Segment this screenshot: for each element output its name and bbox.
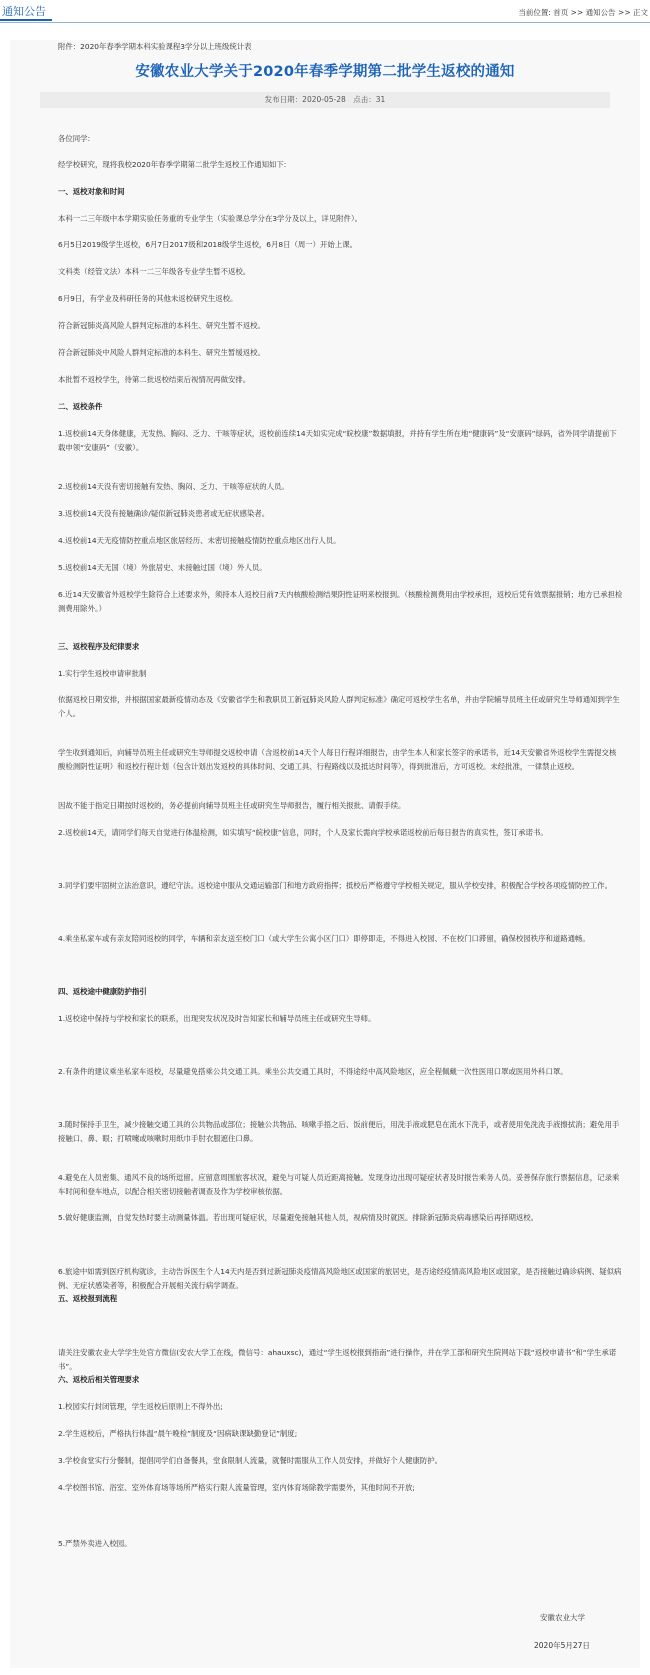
section-heading: 五、返校报到流程 — [58, 1294, 118, 1303]
paragraph: 符合新冠肺炎高风险人群判定标准的本科生、研究生暂不返校。 — [58, 321, 265, 330]
paragraph: 1.实行学生返校申请审批制 — [58, 669, 147, 678]
paragraph: 6月5日2019级学生返校，6月7日2017级和2018级学生返校，6月8日（周一）开始上课。 — [58, 240, 357, 249]
paragraph: 经学校研究，现将我校2020年春季学期第二批学生返校工作通知如下: — [58, 160, 287, 169]
paragraph: 4.返校前14天无疫情防控重点地区旅居经历、未密切接触疫情防控重点地区出行人员。 — [58, 536, 341, 545]
paragraph: 附件：2020年春季学期本科实验课程3学分以上班级统计表 — [58, 42, 252, 51]
paragraph: 1.校园实行封闭管理，学生返校后原则上不得外出; — [58, 1402, 223, 1411]
paragraph: 4.避免在人员密集、通风不良的场所逗留。应留意周围旅客状况，避免与可疑人员近距离接触。发现身边出现可疑症状者及时报告乘务人员。妥善保存旅行票据信息，记录乘车时间和登车地点，以配合相关密切接触者调查及作为学校审核依据。 — [58, 1173, 620, 1196]
paragraph: 因故不能于指定日期按时返校的，务必提前向辅导员班主任或研究生导师报告，履行相关报批、请假手续。 — [58, 801, 406, 810]
paragraph: 6.近14天安徽省外返校学生除符合上述要求外，须持本人返校日前7天内核酸检测结果阴性证明来校报到。（核酸检测费用由学校承担，返校后凭有效票据报销；地方已承担检测费用除外。） — [58, 590, 623, 613]
top-bar — [0, 0, 650, 23]
paragraph: 4.乘坐私家车或有亲友陪同返校的同学，车辆和亲友送至校门口（或大学生公寓小区门口）即停即走，不得进入校园、不在校门口滞留，确保校园秩序和道路通畅。 — [58, 934, 590, 943]
breadcrumb-section-link[interactable]: 通知公告 — [585, 8, 616, 17]
paragraph: 3.学校食堂实行分餐制，提倡同学们自备餐具，堂食限制人流量，就餐时需服从工作人员安排，并做好个人健康防护。 — [58, 1456, 442, 1465]
section-heading: 四、返校途中健康防护指引 — [58, 987, 147, 996]
signature-org: 安徽农业大学 — [540, 1613, 585, 1622]
paragraph: 文科类（经管文法）本科一二三年级各专业学生暂不返校。 — [58, 267, 251, 276]
paragraph: 请关注安徽农业大学学生处官方微信(安农大学工在线，微信号：ahauxsc)，通过“学生返校报到指南”进行操作，并在学工部和研究生院网站下载“返校申请书”和“学生承诺书”。 — [58, 1348, 617, 1371]
paragraph: 各位同学: — [58, 134, 91, 143]
section-heading: 三、返校程序及纪律要求 — [58, 642, 140, 651]
paragraph: 本批暂不返校学生，待第二批返校结束后视情况再做安排。 — [58, 375, 251, 384]
article-title: 安徽农业大学关于2020年春季学期第二批学生返校的通知 — [135, 64, 515, 80]
paragraph: 3.同学们要牢固树立法治意识，遵纪守法。返校途中服从交通运输部门和地方政府指挥；抵校后严格遵守学校相关规定，服从学校安排，积极配合学校各项疫情防控工作。 — [58, 881, 612, 890]
paragraph: 5.返校前14天无国（境）外旅居史、未接触过国（境）外人员。 — [58, 563, 267, 572]
paragraph: 1.返校前14天身体健康，无发热、胸闷、乏力、干咳等症状，返校前连续14天如实完成“皖校康”数据填报，并持有学生所在地“健康码”及“安康码”绿码，省外同学请提前下载申领“安康码”（安徽）。 — [58, 429, 617, 452]
paragraph: 3.返校前14天没有接触确诊/疑似新冠肺炎患者或无症状感染者。 — [58, 509, 270, 518]
paragraph: 2.学生返校后，严格执行体温“晨午晚检”制度及“因病缺课缺勤登记”制度; — [58, 1429, 298, 1438]
paragraph: 6月9日，有学业及科研任务的其他未返校研究生返校。 — [58, 294, 238, 303]
paragraph: 1.返校途中保持与学校和家长的联系，出现突发状况及时告知家长和辅导员班主任或研究生导师。 — [58, 1014, 376, 1023]
paragraph: 6.旅途中如需到医疗机构就诊，主动告诉医生个人14天内是否到过新冠肺炎疫情高风险地区或国家的旅居史，是否途经疫情高风险地区或国家，是否接触过确诊病例、疑似病例、无症状感染者等，积极配合开展相关流行病学调查。 — [58, 1267, 622, 1290]
paragraph: 4.学校图书馆、浴室、室外体育场等场所严格实行限人流量管理，室内体育场除教学需要外，其他时间不开放; — [58, 1483, 415, 1492]
breadcrumb-separator: >> — [570, 8, 584, 17]
paragraph: 学生收到通知后，向辅导员班主任或研究生导师提交返校申请（含返校前14天个人每日行程详细报告，由学生本人和家长签字的承诺书，近14天安徽省外返校学生需提交核酸检测阴性证明）和返校行程计划（包含计划出发返校的具体时间、交通工具、行程路线以及抵达时间等），得到批准后，方可返校。未经批准，一律禁止返校。 — [58, 748, 617, 771]
breadcrumb — [518, 7, 648, 18]
paragraph: 2.有条件的建议乘坐私家车返校，尽量避免搭乘公共交通工具。乘坐公共交通工具时，不得途经中高风险地区，应全程佩戴一次性医用口罩或医用外科口罩。 — [58, 1067, 568, 1076]
breadcrumb-home-link[interactable]: 首页 — [553, 8, 569, 17]
section-heading: 一、返校对象和时间 — [58, 187, 125, 196]
paragraph: 2.返校前14天，请同学们每天自觉进行体温检测，如实填写“皖校康”信息，同时，个人及家长需向学校承诺返校前后每日报告的真实性，签订承诺书。 — [58, 828, 548, 837]
paragraph: 5.做好健康监测，自觉发热时要主动测量体温。若出现可疑症状，尽量避免接触其他人员，视病情及时就医。排除新冠肺炎病毒感染后再择期返校。 — [58, 1213, 539, 1222]
signature-date: 2020年5月27日 — [534, 1641, 590, 1650]
breadcrumb-prefix: 当前位置: — [518, 8, 551, 17]
section-heading: 六、返校后相关管理要求 — [58, 1375, 140, 1384]
breadcrumb-current: 正文 — [633, 8, 648, 17]
article-panel — [10, 40, 640, 1668]
paragraph: 2.返校前14天没有密切接触有发热、胸闷、乏力、干咳等症状的人员。 — [58, 482, 289, 491]
paragraph: 本科一二三年级中本学期实验任务重的专业学生（实验课总学分在3学分及以上，详见附件）。 — [58, 214, 363, 223]
section-name[interactable]: 通知公告 — [2, 5, 46, 18]
article-meta: 发布日期：2020-05-28 点击：31 — [40, 92, 610, 108]
section-heading: 二、返校条件 — [58, 402, 103, 411]
paragraph: 5.严禁外卖进入校园。 — [58, 1539, 132, 1548]
breadcrumb-separator: >> — [618, 8, 631, 17]
paragraph: 依据返校日期安排，并根据国家最新疫情动态及《安徽省学生和教职员工新冠肺炎风险人群判定标准》确定可返校学生名单，并由学院辅导员班主任或研究生导师通知到学生个人。 — [58, 695, 620, 718]
section-underline — [0, 19, 52, 21]
paragraph: 符合新冠肺炎中风险人群判定标准的本科生、研究生暂缓返校。 — [58, 348, 265, 357]
paragraph: 3.随时保持手卫生，减少接触交通工具的公共物品或部位；接触公共物品、咳嗽手捂之后、饭前便后，用洗手液或肥皂在流水下洗手，或者使用免洗洗手液擦拭消；避免用手接触口、鼻、眼；打喷嚏或咳嗽时用纸巾手肘衣服遮住口鼻。 — [58, 1120, 620, 1143]
